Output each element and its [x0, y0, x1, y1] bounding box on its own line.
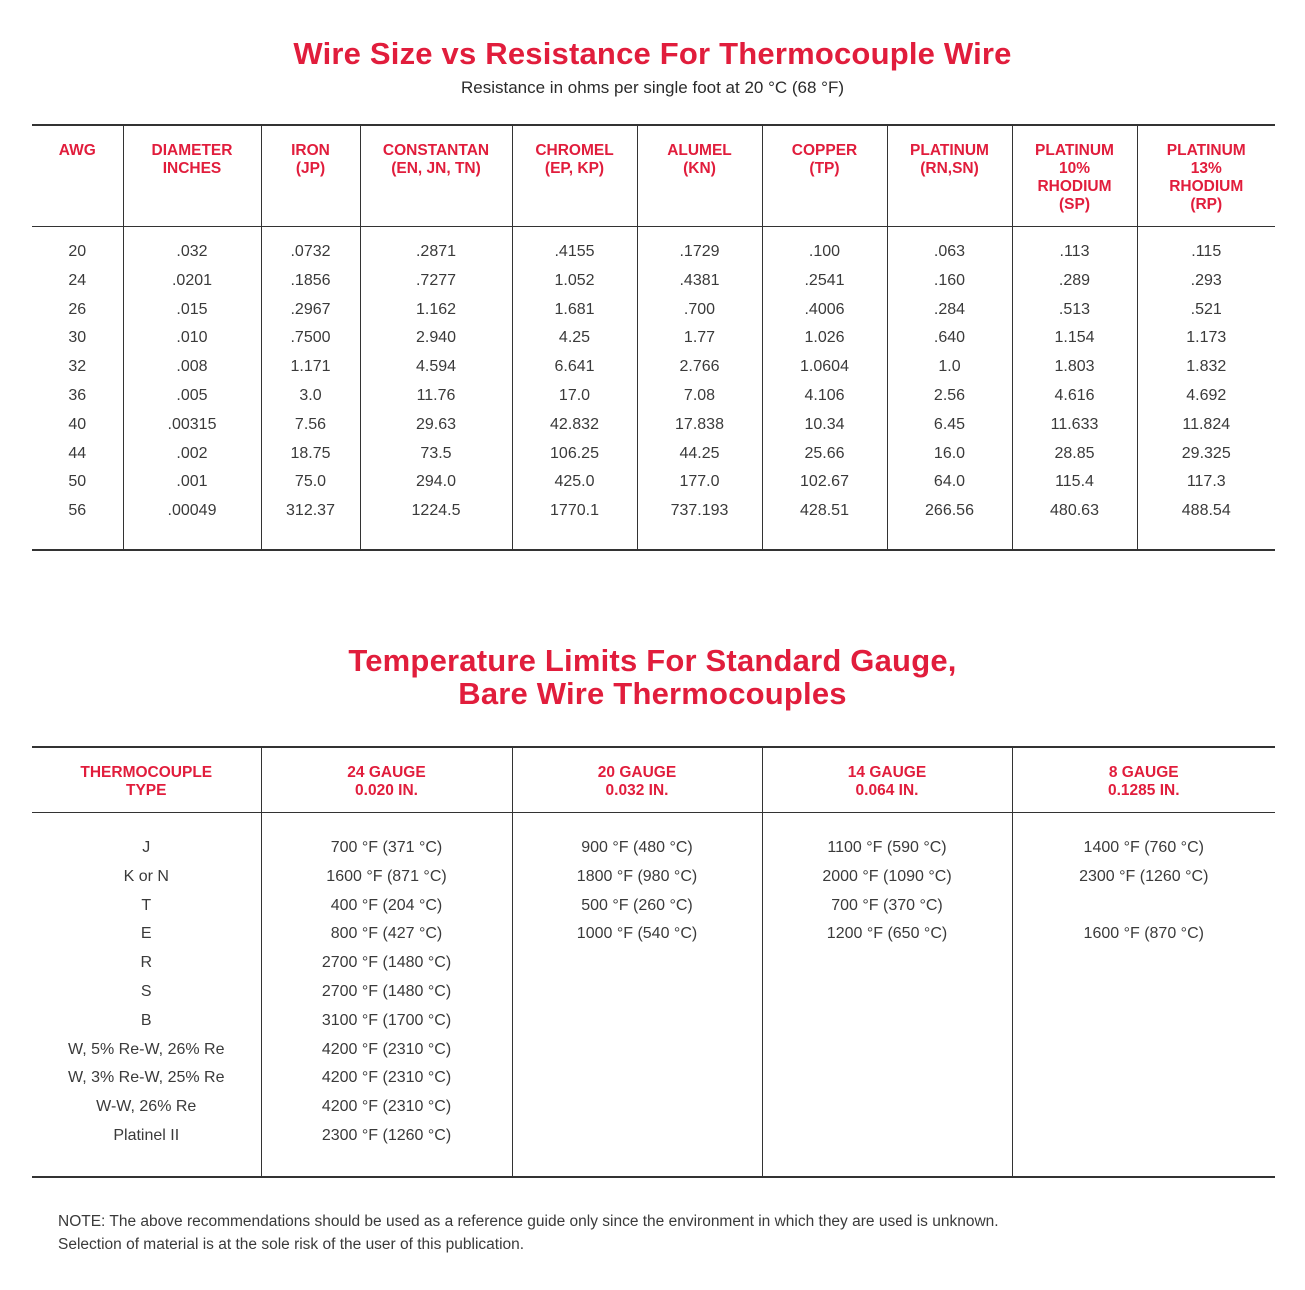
- wire-table-cell: 16.0: [887, 440, 1012, 469]
- wire-table-spacer-cell: [1012, 526, 1137, 550]
- wire-table-spacer-cell: [360, 526, 512, 550]
- temp-table-cell: [512, 1122, 762, 1151]
- wire-table-cell: .1729: [637, 238, 762, 267]
- temp-table-cell: W, 5% Re-W, 26% Re: [32, 1036, 261, 1065]
- temp-table-header-cell: [762, 747, 1012, 812]
- wire-table-cell: 17.0: [512, 382, 637, 411]
- temp-table-spacer-cell: [762, 812, 1012, 834]
- table-row: [32, 411, 1275, 440]
- wire-table-cell: .160: [887, 267, 1012, 296]
- temp-table-cell: K or N: [32, 863, 261, 892]
- temp-table-cell: [762, 978, 1012, 1007]
- temp-table-cell: [762, 1093, 1012, 1122]
- temp-table-title-line1: Temperature Limits For Standard Gauge,: [348, 643, 957, 678]
- wire-table-header-cell: [123, 125, 261, 226]
- wire-table-header-line: 10%: [1058, 160, 1091, 177]
- temp-table-cell: 900 °F (480 °C): [512, 834, 762, 863]
- temp-table-cell: W, 3% Re-W, 25% Re: [32, 1064, 261, 1093]
- table-row: [32, 324, 1275, 353]
- temp-table-header-line: 8 GAUGE: [1108, 764, 1179, 781]
- table-row: [32, 468, 1275, 497]
- wire-table-spacer-cell: [1137, 226, 1275, 238]
- wire-table-cell: 11.824: [1182, 415, 1231, 433]
- wire-table-cell: 10.34: [762, 411, 887, 440]
- wire-table-cell: .7277: [360, 267, 512, 296]
- wire-table-cell: 75.0: [261, 468, 360, 497]
- temp-table-cell: [1012, 1036, 1275, 1065]
- wire-table-cell: 20: [32, 238, 123, 267]
- wire-table-cell: 42.832: [512, 411, 637, 440]
- wire-table-spacer-cell: [512, 526, 637, 550]
- wire-table-cell: 56: [32, 497, 123, 526]
- temp-table-cell: 2700 °F (1480 °C): [261, 949, 512, 978]
- wire-table-header-line: (RN,SN): [920, 160, 979, 177]
- wire-table-spacer-cell: [261, 226, 360, 238]
- wire-table-cell: .4155: [512, 238, 637, 267]
- wire-table-cell: 4.106: [762, 382, 887, 411]
- temp-table-spacer-cell: [1012, 812, 1275, 834]
- wire-table-cell: 428.51: [762, 497, 887, 526]
- wire-table-cell: .4381: [637, 267, 762, 296]
- wire-table-cell: .0732: [261, 238, 360, 267]
- wire-table-cell: .115: [1191, 243, 1222, 260]
- wire-table-cell: 737.193: [637, 497, 762, 526]
- wire-resistance-table: [32, 124, 1275, 551]
- wire-table-cell: 480.63: [1012, 497, 1137, 526]
- wire-table-cell: 24: [32, 267, 123, 296]
- table-row: [32, 296, 1275, 325]
- wire-table-cell: 115.4: [1012, 468, 1137, 497]
- wire-table-cell: 44: [32, 440, 123, 469]
- wire-table-spacer-cell: [762, 526, 887, 550]
- wire-table-header-cell: [512, 125, 637, 226]
- wire-table-spacer-cell: [637, 526, 762, 550]
- temp-table-cell: Platinel II: [32, 1122, 261, 1151]
- temp-table-cell: 1800 °F (980 °C): [512, 863, 762, 892]
- temp-table-cell: 1100 °F (590 °C): [762, 834, 1012, 863]
- wire-table-cell: .284: [887, 296, 1012, 325]
- wire-table-cell: 177.0: [637, 468, 762, 497]
- wire-table-header-line: (EN, JN, TN): [391, 160, 481, 177]
- wire-table-cell: .001: [123, 468, 261, 497]
- table-row: [32, 382, 1275, 411]
- wire-table-cell: 2.56: [887, 382, 1012, 411]
- wire-table-subtitle: Resistance in ohms per single foot at 20 °C (68 °F): [460, 78, 845, 97]
- wire-table-header-cell: [1012, 125, 1137, 226]
- temp-table-cell: 1600 °F (870 °C): [1083, 925, 1204, 943]
- wire-table-cell: 3.0: [261, 382, 360, 411]
- wire-table-cell: 40: [32, 411, 123, 440]
- wire-table-cell: .513: [1012, 296, 1137, 325]
- wire-table-header-cell: [360, 125, 512, 226]
- note-line-2: Selection of material is at the sole risk of the user of this publication.: [58, 1236, 525, 1253]
- temp-table-header-line: 0.032 IN.: [605, 782, 669, 799]
- wire-table-cell: .002: [123, 440, 261, 469]
- wire-table-cell: .010: [123, 324, 261, 353]
- wire-table-cell: 17.838: [637, 411, 762, 440]
- wire-table-cell: 1.681: [512, 296, 637, 325]
- wire-table-cell: 4.692: [1186, 386, 1227, 404]
- table-row: [32, 238, 1275, 267]
- temp-table-cell: S: [32, 978, 261, 1007]
- temp-table-spacer-cell: [762, 1151, 1012, 1177]
- wire-table-header-cell: [762, 125, 887, 226]
- wire-table-cell: 29.63: [360, 411, 512, 440]
- wire-table-header-line: (JP): [295, 160, 326, 177]
- temp-table-cell: 4200 °F (2310 °C): [261, 1093, 512, 1122]
- temp-table-header-cell: [1012, 747, 1275, 812]
- table-row: [32, 1064, 1275, 1093]
- table-row: [32, 892, 1275, 921]
- temp-table-header-line: THERMOCOUPLE: [80, 764, 213, 781]
- wire-table-cell: 11.633: [1012, 411, 1137, 440]
- table-row: [32, 440, 1275, 469]
- wire-table-cell: 4.25: [512, 324, 637, 353]
- wire-table-cell: .005: [123, 382, 261, 411]
- wire-table-header-line: RHODIUM: [1037, 178, 1112, 195]
- temp-table-cell: 2700 °F (1480 °C): [261, 978, 512, 1007]
- wire-table-cell: .015: [123, 296, 261, 325]
- wire-table-cell: 18.75: [261, 440, 360, 469]
- wire-table-cell: 28.85: [1012, 440, 1137, 469]
- wire-table-cell: 1.154: [1012, 324, 1137, 353]
- temp-table-spacer-cell: [512, 812, 762, 834]
- wire-table-cell: 1.052: [512, 267, 637, 296]
- wire-table-cell: 2.766: [637, 353, 762, 382]
- temp-table-cell: [1012, 978, 1275, 1007]
- temp-table-spacer-cell: [1012, 1151, 1275, 1177]
- temp-table-cell: [512, 1036, 762, 1065]
- temp-table-cell: [1012, 1007, 1275, 1036]
- temp-table-header-cell: [32, 747, 261, 812]
- temp-table-header-line: 20 GAUGE: [597, 764, 677, 781]
- temp-table-cell: [762, 1007, 1012, 1036]
- wire-table-cell: 106.25: [512, 440, 637, 469]
- wire-table-cell: 29.325: [1181, 444, 1231, 462]
- wire-table-cell: 425.0: [512, 468, 637, 497]
- wire-table-cell: 32: [32, 353, 123, 382]
- temp-table-cell: 1200 °F (650 °C): [762, 920, 1012, 949]
- wire-table-spacer-cell: [123, 226, 261, 238]
- wire-table-cell: .4006: [762, 296, 887, 325]
- temp-table-header-line: 0.020 IN.: [355, 782, 418, 799]
- wire-table-cell: 312.37: [261, 497, 360, 526]
- temp-table-spacer-cell: [512, 1151, 762, 1177]
- wire-table-cell: 1.0: [887, 353, 1012, 382]
- wire-table-header-line: PLATINUM: [910, 142, 989, 159]
- wire-table-cell: .2871: [360, 238, 512, 267]
- temp-table-cell: J: [32, 834, 261, 863]
- temp-table-cell: T: [32, 892, 261, 921]
- wire-table-cell: 1.832: [1186, 358, 1227, 376]
- wire-table-cell: .00315: [123, 411, 261, 440]
- temp-table-cell: 700 °F (370 °C): [762, 892, 1012, 921]
- temp-table-cell: [512, 978, 762, 1007]
- temp-table-cell: 4200 °F (2310 °C): [261, 1036, 512, 1065]
- temp-table-cell: E: [32, 920, 261, 949]
- table-row: [32, 1122, 1275, 1151]
- wire-table-header-line: AWG: [58, 142, 96, 159]
- temp-table-cell: 1000 °F (540 °C): [512, 920, 762, 949]
- temp-table-header-line: TYPE: [126, 782, 167, 799]
- wire-table-cell: 1.0604: [762, 353, 887, 382]
- temp-table-header-line: 24 GAUGE: [347, 764, 426, 781]
- temp-table-title: [0, 644, 1305, 710]
- wire-table-cell: 294.0: [360, 468, 512, 497]
- wire-table-spacer-cell: [637, 226, 762, 238]
- wire-table-header-line: 13%: [1190, 160, 1222, 177]
- wire-table-cell: 26: [32, 296, 123, 325]
- wire-table-spacer-cell: [32, 526, 123, 550]
- note-line-1: NOTE: The above recommendations should be used as a reference guide only since the environment in which they are used is unknown.: [58, 1213, 999, 1230]
- wire-table-cell: .640: [887, 324, 1012, 353]
- wire-table-cell: 6.45: [887, 411, 1012, 440]
- temp-table-spacer-cell: [32, 1151, 261, 1177]
- disclaimer-note: [58, 1210, 1268, 1256]
- wire-table-cell: 488.54: [1181, 502, 1231, 520]
- temp-table-cell: W-W, 26% Re: [32, 1093, 261, 1122]
- wire-table-cell: 25.66: [762, 440, 887, 469]
- wire-table-header-line: COPPER: [791, 142, 858, 159]
- temp-table-cell: [1012, 1093, 1275, 1122]
- wire-table-spacer-cell: [887, 526, 1012, 550]
- wire-table-header-line: (SP): [1059, 196, 1090, 213]
- temp-table-header-line: 0.064 IN.: [855, 782, 919, 799]
- table-row: [32, 978, 1275, 1007]
- wire-table-cell: 117.3: [1186, 473, 1226, 491]
- temp-table-header-line: 14 GAUGE: [847, 764, 927, 781]
- temp-table-header-cell: [512, 747, 762, 812]
- temp-table-cell: 3100 °F (1700 °C): [261, 1007, 512, 1036]
- temp-table-cell: 2300 °F (1260 °C): [261, 1122, 512, 1151]
- temp-table-cell: [512, 1064, 762, 1093]
- wire-table-header-line: CONSTANTAN: [382, 142, 490, 159]
- wire-table-cell: 1770.1: [512, 497, 637, 526]
- wire-table-cell: .063: [887, 238, 1012, 267]
- wire-table-header-line: (TP): [809, 160, 840, 177]
- table-row: [32, 353, 1275, 382]
- wire-table-header-line: (KN): [683, 160, 716, 177]
- temp-table-spacer-cell: [261, 812, 512, 834]
- wire-table-spacer-cell: [512, 226, 637, 238]
- wire-table-cell: 73.5: [360, 440, 512, 469]
- wire-table-cell: 1.173: [1186, 329, 1227, 347]
- wire-table-spacer-cell: [123, 526, 261, 550]
- temp-table-cell: 2300 °F (1260 °C): [1079, 867, 1209, 885]
- temp-table-cell: [512, 1093, 762, 1122]
- wire-table-header-cell: [1137, 125, 1275, 226]
- temp-table-cell: [1012, 949, 1275, 978]
- wire-table-header-line: PLATINUM: [1035, 142, 1114, 159]
- table-row: [32, 1093, 1275, 1122]
- temp-table-cell: 800 °F (427 °C): [261, 920, 512, 949]
- wire-table-cell: .289: [1012, 267, 1137, 296]
- wire-table-cell: .7500: [261, 324, 360, 353]
- wire-table-spacer-cell: [360, 226, 512, 238]
- wire-table-header-cell: [261, 125, 360, 226]
- wire-table-cell: 4.616: [1012, 382, 1137, 411]
- table-row: [32, 267, 1275, 296]
- temp-table-cell: R: [32, 949, 261, 978]
- wire-table-cell: 4.594: [360, 353, 512, 382]
- wire-table-header-line: RHODIUM: [1169, 178, 1244, 195]
- table-row: [32, 1036, 1275, 1065]
- table-row: [32, 863, 1275, 892]
- temp-table-header-line: 0.1285 IN.: [1107, 782, 1180, 799]
- wire-table-cell: .032: [123, 238, 261, 267]
- wire-table-cell: 1.803: [1012, 353, 1137, 382]
- wire-table-cell: 50: [32, 468, 123, 497]
- wire-table-cell: 102.67: [762, 468, 887, 497]
- wire-table-cell: 1.026: [762, 324, 887, 353]
- table-row: [32, 497, 1275, 526]
- wire-table-cell: 7.08: [637, 382, 762, 411]
- wire-table-header-line: CHROMEL: [535, 142, 614, 159]
- temp-table-cell: 2000 °F (1090 °C): [762, 863, 1012, 892]
- wire-table-cell: .521: [1190, 300, 1222, 318]
- temp-table-cell: [762, 949, 1012, 978]
- wire-table-cell: 1.171: [261, 353, 360, 382]
- temp-table-cell: 400 °F (204 °C): [261, 892, 512, 921]
- temp-table-cell: [762, 1064, 1012, 1093]
- temp-table-cell: [762, 1036, 1012, 1065]
- temperature-limits-table: [32, 746, 1275, 1178]
- table-row: [32, 1007, 1275, 1036]
- temp-table-cell: B: [32, 1007, 261, 1036]
- wire-table-header-line: INCHES: [162, 160, 222, 177]
- temp-table-cell: 4200 °F (2310 °C): [261, 1064, 512, 1093]
- wire-table-cell: 30: [32, 324, 123, 353]
- wire-table-spacer-cell: [261, 526, 360, 550]
- wire-table-cell: 266.56: [887, 497, 1012, 526]
- wire-table-cell: .2967: [261, 296, 360, 325]
- wire-table-spacer-cell: [1012, 226, 1137, 238]
- wire-table-header-line: (RP): [1190, 196, 1223, 213]
- wire-table-cell: .1856: [261, 267, 360, 296]
- wire-table-header-line: IRON: [291, 142, 330, 159]
- temp-table-cell: [512, 949, 762, 978]
- wire-table-header-cell: [637, 125, 762, 226]
- wire-table-cell: 6.641: [512, 353, 637, 382]
- wire-table-header-line: DIAMETER: [151, 142, 233, 159]
- wire-table-cell: .0201: [123, 267, 261, 296]
- wire-table-header-line: ALUMEL: [667, 142, 732, 159]
- wire-table-cell: .293: [1190, 271, 1222, 289]
- temp-table-header-cell: [261, 747, 512, 812]
- wire-table-cell: .700: [637, 296, 762, 325]
- wire-table-header-cell: [32, 125, 123, 226]
- wire-table-cell: 1.162: [360, 296, 512, 325]
- wire-table-cell: .113: [1012, 238, 1137, 267]
- wire-table-cell: 1.77: [637, 324, 762, 353]
- wire-table-header-line: (EP, KP): [544, 160, 605, 177]
- temp-table-cell: 500 °F (260 °C): [512, 892, 762, 921]
- table-row: [32, 834, 1275, 863]
- wire-table-cell: 7.56: [261, 411, 360, 440]
- temp-table-title-line2: Bare Wire Thermocouples: [458, 676, 847, 711]
- temp-table-cell: 1400 °F (760 °C): [1083, 839, 1204, 856]
- wire-table-cell: 2.940: [360, 324, 512, 353]
- temp-table-cell: [762, 1122, 1012, 1151]
- temp-table-cell: 1600 °F (871 °C): [261, 863, 512, 892]
- wire-table-spacer-cell: [762, 226, 887, 238]
- wire-table-cell: .100: [762, 238, 887, 267]
- temp-table-spacer-cell: [32, 812, 261, 834]
- wire-table-cell: 11.76: [360, 382, 512, 411]
- wire-table-cell: 36: [32, 382, 123, 411]
- wire-table-cell: 64.0: [887, 468, 1012, 497]
- wire-table-spacer-cell: [1137, 526, 1275, 550]
- temp-table-spacer-cell: [261, 1151, 512, 1177]
- wire-table-spacer-cell: [887, 226, 1012, 238]
- wire-table-header-line: PLATINUM: [1166, 142, 1246, 159]
- temp-table-cell: [1012, 892, 1275, 921]
- wire-table-cell: .00049: [123, 497, 261, 526]
- table-row: [32, 949, 1275, 978]
- temp-table-cell: [512, 1007, 762, 1036]
- temp-table-cell: [1012, 1122, 1275, 1151]
- wire-table-cell: 44.25: [637, 440, 762, 469]
- wire-table-cell: .008: [123, 353, 261, 382]
- table-row: [32, 920, 1275, 949]
- wire-table-spacer-cell: [32, 226, 123, 238]
- wire-table-cell: 1224.5: [360, 497, 512, 526]
- wire-table-header-cell: [887, 125, 1012, 226]
- wire-table-cell: .2541: [762, 267, 887, 296]
- temp-table-cell: [1012, 1064, 1275, 1093]
- temp-table-cell: 700 °F (371 °C): [261, 834, 512, 863]
- wire-table-title: Wire Size vs Resistance For Thermocouple Wire: [293, 36, 1012, 71]
